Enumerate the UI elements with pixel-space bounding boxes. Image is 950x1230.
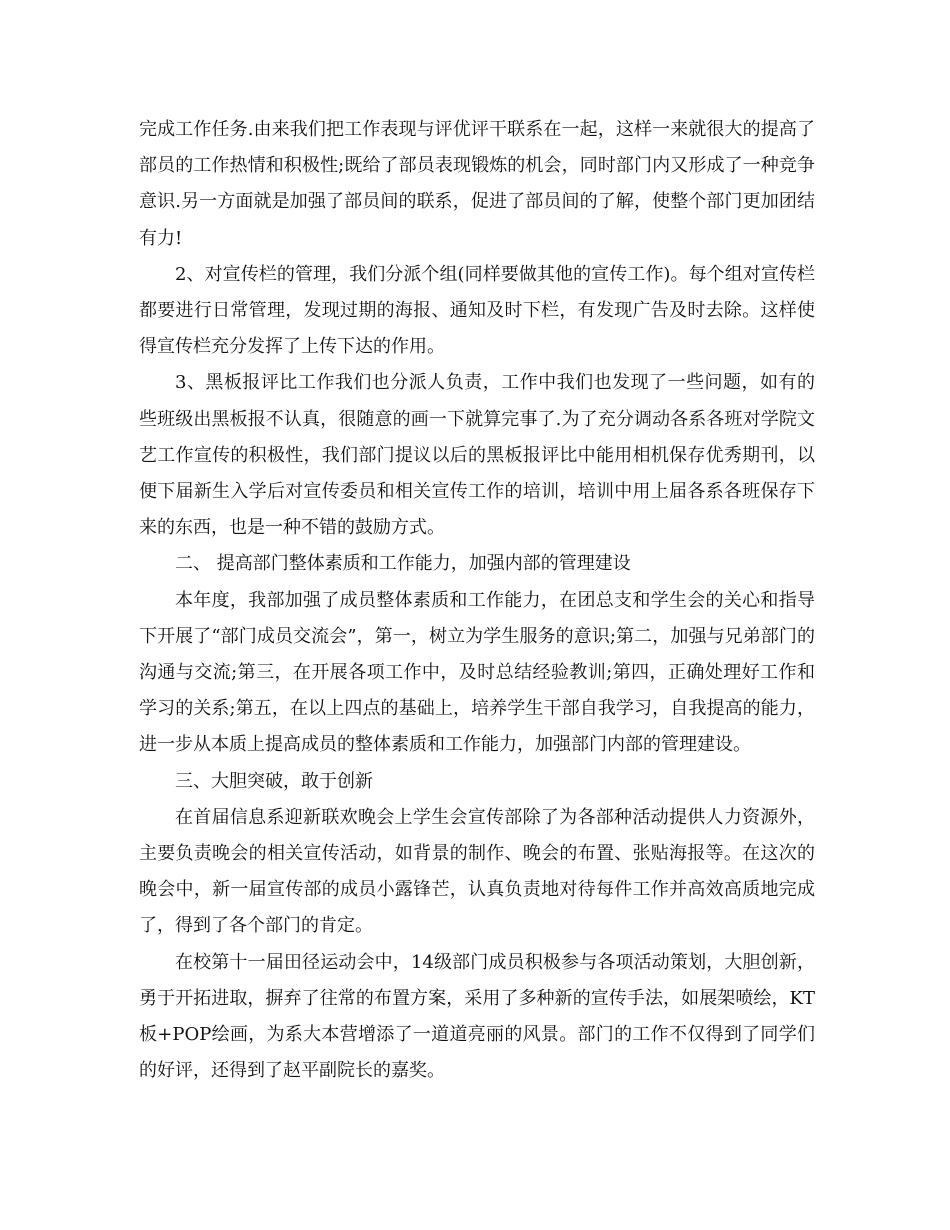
paragraph-continuation: 完成工作任务.由来我们把工作表现与评优评干联系在一起，这样一来就很大的提高了部员的工作热情和积极性;既给了部员表现锻炼的机会，同时部门内又形成了一种竞争意识.另一方面就是加强了部员间的联系，促进了部员间的了解，使整个部门更加团结有力! bbox=[139, 119, 815, 249]
paragraph-blackboard: 3、黑板报评比工作我们也分派人负责，工作中我们也发现了一些问题，如有的些班级出黑板报不认真，很随意的画一下就算完事了.为了充分调动各系各班对学院文艺工作宣传的积极性，我们部门提议以后的黑板报评比中能用相机保存优秀期刊，以便下届新生入学后对宣传委员和相关宣传工作的培训，培训中用上届各系各班保存下来的东西，也是一种不错的鼓励方式。 bbox=[139, 372, 815, 539]
section-heading-three: 三、大胆突破，敢于创新 bbox=[175, 770, 373, 792]
document-body bbox=[139, 112, 815, 1089]
paragraph-welcome-party: 在首届信息系迎新联欢晚会上学生会宣传部除了为各部种活动提供人力资源外，主要负责晚会的相关宣传活动，如背景的制作、晚会的布置、张贴海报等。在这次的晚会中，新一届宣传部的成员小露锋芒，认真负责地对待每件工作并高效高质地完成了，得到了各个部门的肯定。 bbox=[139, 806, 815, 937]
paragraph-team-building: 本年度，我部加强了成员整体素质和工作能力，在团总支和学生会的关心和指导下开展了“部门成员交流会”，第一，树立为学生服务的意识;第二，加强与兄弟部门的沟通与交流;第三，在开展各项工作中，及时总结经验教训;第四，正确处理好工作和学习的关系;第五，在以上四点的基础上，培养学生干部自我学习，自我提高的能力，进一步从本质上提高成员的整体素质和工作能力，加强部门内部的管理建设。 bbox=[139, 589, 815, 756]
paragraph-bulletin-board: 2、对宣传栏的管理，我们分派个组(同样要做其他的宣传工作)。每个组对宣传栏都要进行日常管理，发现过期的海报、通知及时下栏，有发现广告及时去除。这样使得宣传栏充分发挥了上传下达的作用。 bbox=[139, 263, 815, 358]
section-heading-two: 二、 提高部门整体素质和工作能力，加强内部的管理建设 bbox=[175, 553, 631, 575]
paragraph-sports-meet: 在校第十一届田径运动会中，14级部门成员积极参与各项活动策划，大胆创新，勇于开拓进取，摒弃了往常的布置方案，采用了多种新的宣传手法，如展架喷绘，KT板+POP绘画，为系大本营增添了一道道亮丽的风景。部门的工作不仅得到了同学们的好评，还得到了赵平副院长的嘉奖。 bbox=[139, 951, 815, 1082]
